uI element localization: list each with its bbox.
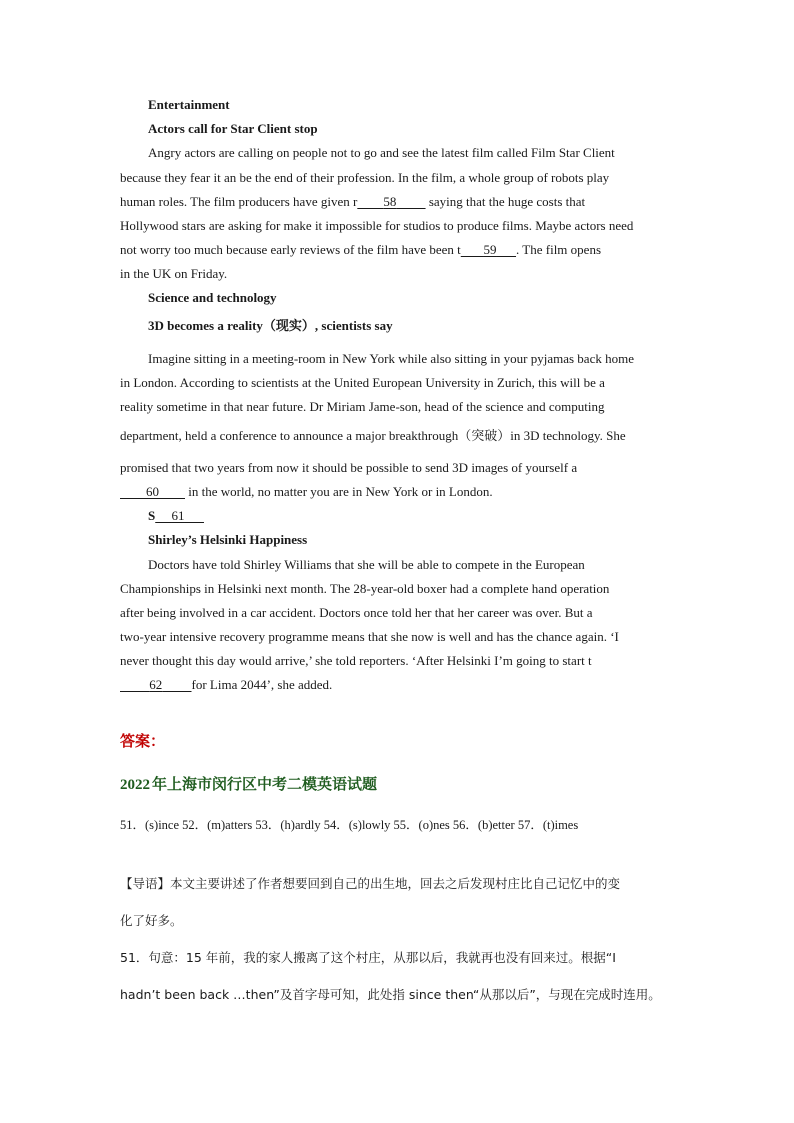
paragraph-line: in London. According to scientists at the United European University in Zurich, this will be a — [120, 375, 605, 390]
blank-58: 58 — [383, 194, 397, 209]
paragraph-line: Angry actors are calling on people not to go and see the latest film called Film Star Client — [148, 145, 615, 160]
answer-key-line: 51．(s)ince 52．(m)atters 53．(h)ardly 54．(s)lowly 55．(o)nes 56．(b)etter 57．(t)imes — [120, 818, 579, 832]
blank-60: 60 — [146, 484, 159, 499]
paragraph-line: two-year intensive recovery programme means that she now is well and has the chance again. ‘I — [120, 629, 619, 644]
story-title-3d: 3D becomes a reality（现实）, scientists say — [148, 318, 393, 333]
paragraph-line: in the UK on Friday. — [120, 266, 228, 281]
line-text: not worry too much because early reviews of the film have been t — [120, 242, 461, 257]
line-text: human roles. The film producers have given r — [120, 194, 358, 209]
paragraph-line — [120, 677, 332, 693]
line-text: . The film opens — [516, 242, 602, 257]
explanation-51: hadn’t been back …then”及首字母可知，此处指 since then“从那以后”，与现在完成时连用。 — [120, 987, 661, 1002]
paragraph-line — [120, 242, 601, 258]
explanation-51: 51．句意：15 年前，我的家人搬离了这个村庄，从那以后，我就再也没有回来过。根据“I — [120, 950, 616, 965]
blank-59: 59 — [483, 242, 497, 257]
exam-title: 2022 年上海市闵行区中考二模英语试题 — [120, 775, 378, 793]
line-text: in the world, no matter you are in New York or in London. — [185, 484, 493, 499]
story-title-actors: Actors call for Star Client stop — [148, 121, 318, 136]
section-heading-science: Science and technology — [148, 290, 277, 305]
paragraph-line: never thought this day would arrive,’ she told reporters. ‘After Helsinki I’m going to start t — [120, 653, 592, 668]
paragraph-line: after being involved in a car accident. Doctors once told her that her career was over. But a — [120, 605, 593, 620]
paragraph-line: reality sometime in that near future. Dr Miriam Jame-son, head of the science and computing — [120, 399, 605, 414]
section-heading-s61: S 61 — [148, 508, 204, 524]
paragraph-line — [120, 484, 493, 500]
paragraph-line — [120, 194, 585, 210]
section-heading-entertainment: Entertainment — [148, 97, 230, 112]
paragraph-line: Doctors have told Shirley Williams that she will be able to compete in the European — [148, 557, 585, 572]
line-text: saying that the huge costs that — [425, 194, 586, 209]
story-title-shirley: Shirley’s Helsinki Happiness — [148, 532, 308, 547]
blank-61: 61 — [171, 508, 185, 523]
paragraph-line: department, held a conference to announce a major breakthrough（突破）in 3D technology. She — [120, 428, 626, 443]
paragraph-line: Championships in Helsinki next month. The 28-year-old boxer had a complete hand operation — [120, 581, 610, 596]
paragraph-line: Hollywood stars are asking for make it impossible for studios to produce films. Maybe actors need — [120, 218, 634, 233]
guide-line: 化了好多。 — [120, 913, 183, 928]
answers-label: 答案： — [120, 732, 166, 750]
paragraph-line: Imagine sitting in a meeting-room in New York while also sitting in your pyjamas back home — [148, 351, 634, 366]
paragraph-line: promised that two years from now it should be possible to send 3D images of yourself a — [120, 460, 578, 475]
paragraph-line: because they fear it an be the end of their profession. In the film, a whole group of robots play — [120, 170, 610, 185]
blank-62: 62 — [149, 677, 163, 692]
guide-line: 【导语】本文主要讲述了作者想要回到自己的出生地，回去之后发现村庄比自己记忆中的变 — [120, 876, 621, 891]
line-text: for Lima 2044’, she added. — [191, 677, 333, 692]
